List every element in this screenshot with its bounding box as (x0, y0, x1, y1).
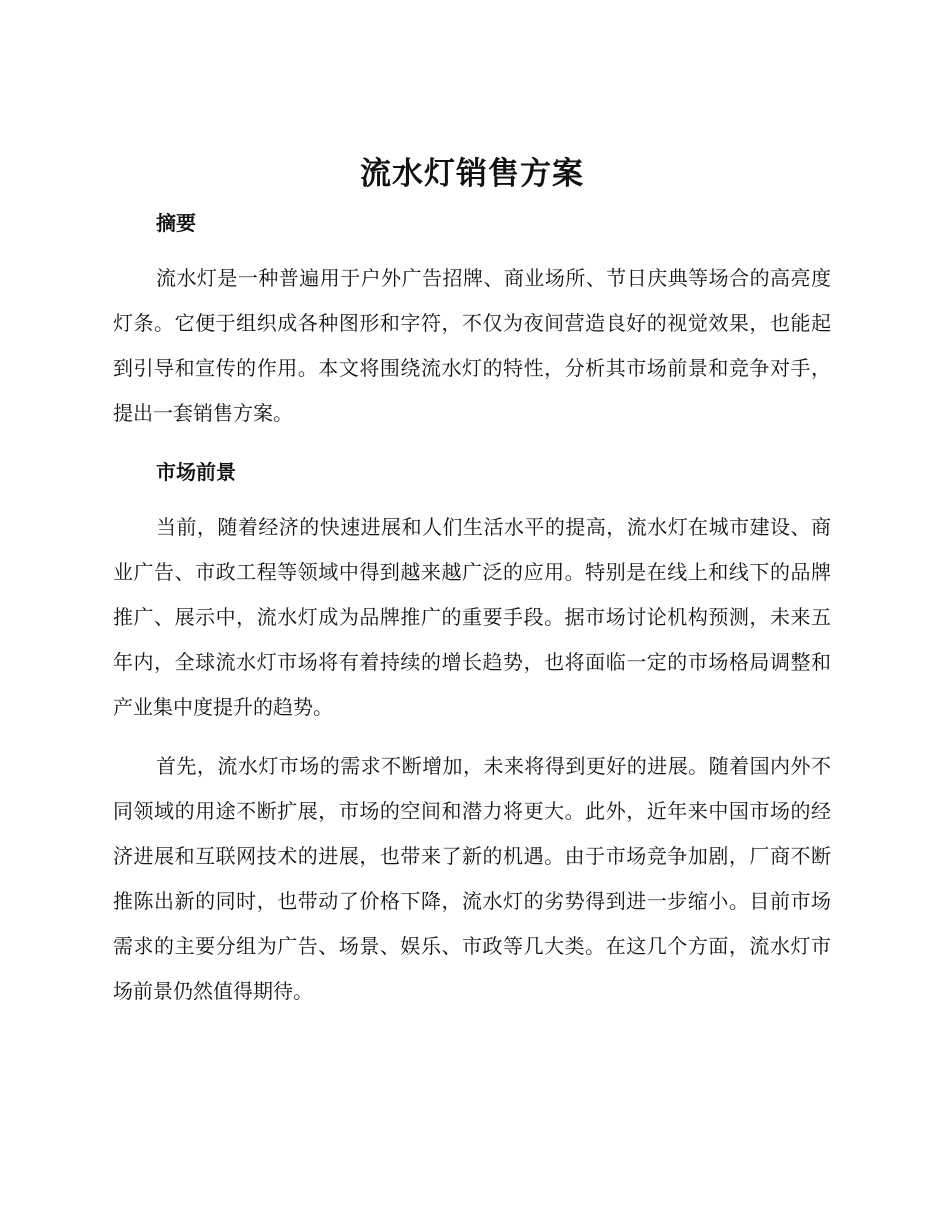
document-body (113, 148, 831, 1014)
market-outlook-paragraph-1: 当前，随着经济的快速进展和人们生活水平的提高，流水灯在城市建设、商业广告、市政工程等领域中得到越来越广泛的应用。特别是在线上和线下的品牌推广、展示中，流水灯成为品牌推广的重要手段。据市场讨论机构预测，未来五年内，全球流水灯市场将有着持续的增长趋势，也将面临一定的市场格局调整和产业集中度提升的趋势。 (113, 515, 831, 719)
document-title: 流水灯销售方案 (360, 156, 584, 192)
section-heading-abstract: 摘要 (156, 211, 196, 235)
market-outlook-paragraph-2: 首先，流水灯市场的需求不断增加，未来将得到更好的进展。随着国内外不同领域的用途不断扩展，市场的空间和潜力将更大。此外，近年来中国市场的经济进展和互联网技术的进展，也带来了新的机遇。由于市场竞争加剧，厂商不断推陈出新的同时，也带动了价格下降，流水灯的劣势得到进一步缩小。目前市场需求的主要分组为广告、场景、娱乐、市政等几大类。在这几个方面，流水灯市场前景仍然值得期待。 (113, 754, 831, 1003)
abstract-paragraph: 流水灯是一种普遍用于户外广告招牌、商业场所、节日庆典等场合的高亮度灯条。它便于组织成各种图形和字符，不仅为夜间营造良好的视觉效果，也能起到引导和宣传的作用。本文将围绕流水灯的特性，分析其市场前景和竞争对手，提出一套销售方案。 (113, 266, 831, 425)
section-heading-market-outlook: 市场前景 (156, 460, 236, 484)
